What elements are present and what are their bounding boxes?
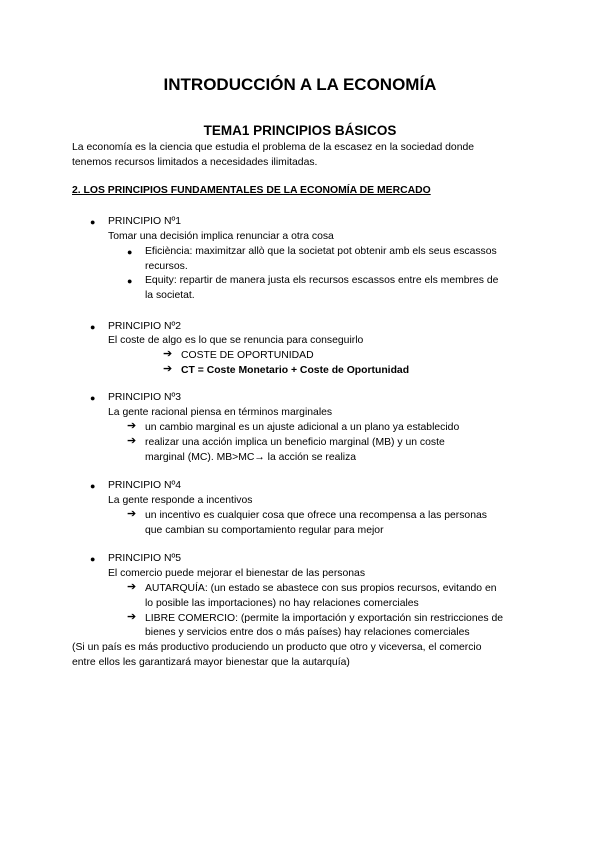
arrow-icon: ➔: [163, 348, 173, 360]
arrow-icon: ➔: [127, 611, 137, 623]
principle-5-label: PRINCIPIO Nº5: [108, 553, 182, 564]
principle-1-sub-1-line-2: recursos.: [145, 261, 188, 272]
bullet-icon: ●: [90, 322, 96, 332]
intro-line-2: tenemos recursos limitados a necesidades ilimitadas.: [72, 157, 318, 168]
principle-4-label: PRINCIPIO Nº4: [108, 480, 182, 491]
principle-2-desc: El coste de algo es lo que se renuncia para conseguirlo: [108, 335, 364, 346]
bullet-icon: ●: [90, 554, 96, 564]
principle-5-arrow-1-line-1: AUTARQUÍA: (un estado se abastece con sus propios recursos, evitando en: [145, 583, 497, 594]
bullet-icon: ●: [90, 217, 96, 227]
arrow-icon: ➔: [127, 581, 137, 593]
section-heading: 2. LOS PRINCIPIOS FUNDAMENTALES DE LA ECONOMÍA DE MERCADO: [72, 185, 431, 196]
principle-1-sub-2-line-1: Equity: repartir de manera justa els recursos escassos entre els membres de: [145, 275, 499, 286]
arrow-icon: ➔: [163, 363, 173, 375]
principle-2-arrow-2: CT = Coste Monetario + Coste de Oportunidad: [181, 365, 410, 376]
principle-1-sub-1-line-1: Eficiència: maximitzar allò que la societat pot obtenir amb els seus escassos: [145, 246, 497, 257]
principle-4-arrow-1-line-1: un incentivo es cualquier cosa que ofrece una recompensa a las personas: [145, 510, 487, 521]
principle-3-desc: La gente racional piensa en términos marginales: [108, 407, 333, 418]
principle-3-arrow-2-line-2: marginal (MC). MB>MC→ la acción se realiza: [145, 452, 357, 463]
document-title: INTRODUCCIÓN A LA ECONOMÍA: [163, 75, 437, 94]
bullet-icon: ●: [90, 393, 96, 403]
principle-1-sub-2-line-2: la societat.: [145, 290, 195, 301]
bullet-icon: ●: [90, 481, 96, 491]
arrow-icon: ➔: [127, 435, 137, 447]
principle-5-arrow-2-line-2: bienes y servicios entre dos o más países) hay relaciones comerciales: [145, 627, 470, 638]
principle-5-note-line-2: entre ellos les garantizará mayor bienestar que la autarquía): [72, 657, 350, 668]
principle-2-arrow-1: COSTE DE OPORTUNIDAD: [181, 350, 314, 361]
principle-3-arrow-2-line-1: realizar una acción implica un beneficio marginal (MB) y un coste: [145, 437, 445, 448]
principle-5-arrow-1-line-2: lo posible las importaciones) no hay relaciones comerciales: [145, 598, 419, 609]
principle-4-arrow-1-line-2: que cambian su comportamiento regular para mejor: [145, 525, 384, 536]
principle-3-arrow-1: un cambio marginal es un ajuste adicional a un plano ya establecido: [145, 422, 460, 433]
principle-5-note-line-1: (Si un país es más productivo produciendo un producto que otro y viceversa, el comercio: [72, 642, 482, 653]
bullet-icon: ●: [127, 247, 133, 257]
principle-4-desc: La gente responde a incentivos: [108, 495, 253, 506]
principle-1-desc: Tomar una decisión implica renunciar a otra cosa: [108, 231, 334, 242]
principle-5-desc: El comercio puede mejorar el bienestar de las personas: [108, 568, 366, 579]
principle-1-label: PRINCIPIO Nº1: [108, 216, 182, 227]
principle-3-label: PRINCIPIO Nº3: [108, 392, 182, 403]
document-subtitle: TEMA1 PRINCIPIOS BÁSICOS: [203, 123, 397, 138]
principle-5-arrow-2-line-1: LIBRE COMERCIO: (permite la importación y exportación sin restricciones de: [145, 613, 504, 624]
bullet-icon: ●: [127, 276, 133, 286]
principle-2-label: PRINCIPIO Nº2: [108, 321, 182, 332]
intro-line-1: La economía es la ciencia que estudia el problema de la escasez en la sociedad donde: [72, 142, 475, 153]
arrow-icon: ➔: [127, 420, 137, 432]
arrow-icon: ➔: [127, 508, 137, 520]
